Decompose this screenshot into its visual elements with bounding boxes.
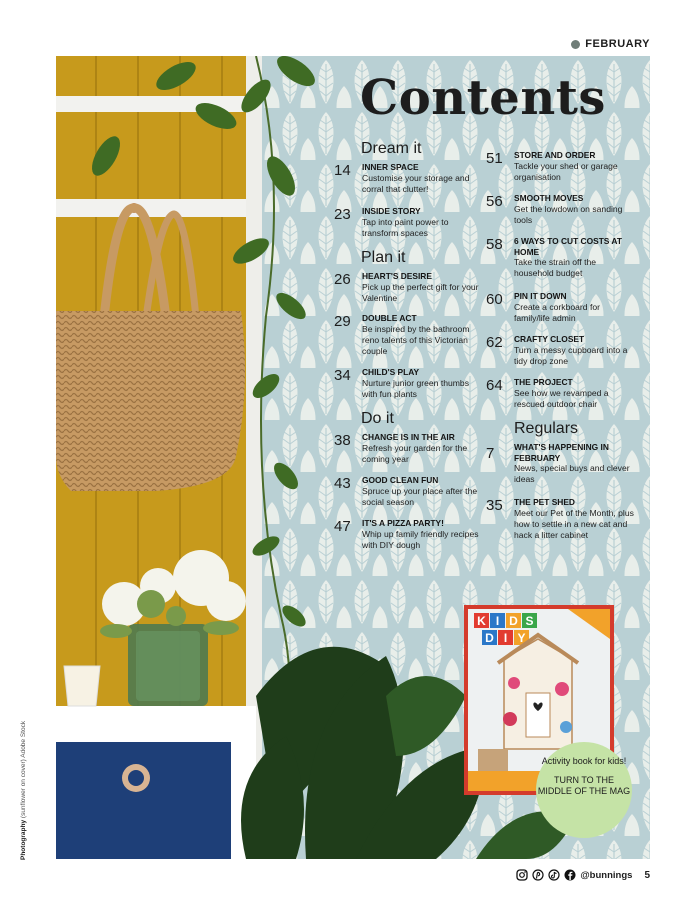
entry-title: THE PROJECT (514, 377, 573, 387)
entry-description: Spruce up your place after the social season (362, 485, 478, 507)
entry-title: INSIDE STORY (362, 206, 421, 216)
kids-letter: K (477, 614, 486, 628)
entry-page-number: 58 (486, 236, 503, 253)
entry-title: SMOOTH MOVES (514, 193, 584, 203)
contents-entry[interactable] (486, 497, 636, 541)
page-number: 5 (644, 869, 650, 881)
kids-letter: D (509, 614, 518, 628)
entry-title: GOOD CLEAN FUN (362, 475, 439, 485)
kids-letter: I (503, 631, 508, 645)
entry-description: Refresh your garden for the coming year (362, 442, 468, 464)
contents-entry[interactable] (486, 193, 636, 226)
entry-description: Whip up family friendly recipes with DIY dough (362, 528, 479, 550)
entry-page-number: 43 (334, 475, 351, 492)
entry-page-number: 64 (486, 377, 503, 394)
contents-entry[interactable] (486, 377, 636, 410)
contents-entry[interactable] (334, 475, 484, 508)
entry-page-number: 60 (486, 291, 503, 308)
contents-entry[interactable] (334, 271, 484, 304)
entry-page-number: 47 (334, 518, 351, 535)
photo-credit-text: (sunflower on cover) Adobe Stock (20, 720, 27, 819)
tiktok-icon[interactable] (548, 869, 560, 881)
entry-page-number: 29 (334, 313, 351, 330)
section-heading-plan: Plan it (361, 249, 406, 266)
contents-entry[interactable] (486, 236, 636, 279)
contents-entry[interactable] (486, 442, 636, 485)
contents-entry[interactable] (334, 206, 484, 239)
photo-credit-label: Photography (20, 819, 27, 860)
entry-page-number: 51 (486, 150, 503, 167)
contents-entry[interactable] (334, 518, 484, 551)
contents-entry[interactable] (486, 291, 636, 324)
entry-description: Tackle your shed or garage organisation (514, 160, 618, 182)
photo-credit (20, 721, 27, 860)
instagram-icon[interactable] (516, 869, 528, 881)
contents-entry[interactable] (334, 367, 484, 400)
entry-description: Turn a messy cupboard into a tidy drop zone (514, 344, 628, 366)
entry-page-number: 35 (486, 497, 503, 514)
entry-title: IT'S A PIZZA PARTY! (362, 518, 444, 528)
entry-page-number: 38 (334, 432, 351, 449)
entry-description: Be inspired by the bathroom reno talents of this Victorian couple (362, 323, 470, 356)
entry-page-number: 23 (334, 206, 351, 223)
kids-activity-promo[interactable] (536, 742, 632, 838)
entry-title: THE PET SHED (514, 497, 575, 507)
pinterest-icon[interactable] (532, 869, 544, 881)
entry-page-number: 34 (334, 367, 351, 384)
section-heading-do: Do it (361, 410, 394, 427)
section-heading-dream: Dream it (361, 140, 422, 157)
entry-title: INNER SPACE (362, 162, 419, 172)
month-dot (571, 40, 580, 49)
social-handle[interactable]: @bunnings (580, 869, 633, 881)
entry-page-number: 62 (486, 334, 503, 351)
entry-title: CRAFTY CLOSET (514, 334, 585, 344)
entry-description: Get the lowdown on sanding tools (514, 203, 623, 225)
entry-title: CHANGE IS IN THE AIR (362, 432, 455, 442)
contents-entry[interactable] (334, 162, 484, 195)
facebook-icon[interactable] (564, 869, 576, 881)
entry-description: Pick up the perfect gift for your Valentine (362, 281, 479, 303)
kids-letter: Y (517, 631, 526, 645)
entry-description: Take the strain off the household budget (514, 257, 597, 278)
social-footer (516, 869, 650, 881)
entry-description: Meet our Pet of the Month, plus how to settle in a new cat and hack a litter cabinet (514, 507, 634, 540)
contents-entry[interactable] (486, 150, 636, 183)
kids-letter: D (485, 631, 494, 645)
month-label (571, 38, 650, 50)
page-title: Contents (360, 70, 606, 126)
entry-page-number: 14 (334, 162, 351, 179)
entry-description: Customise your storage and corral that clutter! (362, 172, 470, 194)
contents-entry[interactable] (486, 334, 636, 367)
section-heading-regulars: Regulars (514, 420, 579, 437)
entry-title: DOUBLE ACT (362, 313, 417, 323)
month-text: FEBRUARY (585, 38, 650, 50)
entry-page-number: 7 (486, 445, 495, 462)
entry-page-number: 56 (486, 193, 503, 210)
entry-title: STORE AND ORDER (514, 150, 596, 160)
entry-description: News, special buys and clever ideas (514, 463, 630, 484)
contents-entry[interactable] (334, 313, 484, 357)
promo-text-activity: Activity book for kids! (541, 756, 627, 766)
entry-description: Tap into paint power to transform spaces (362, 216, 449, 238)
entry-title: PIN IT DOWN (514, 291, 567, 301)
entry-title: CHILD'S PLAY (362, 367, 420, 377)
entry-page-number: 26 (334, 271, 351, 288)
kids-letter: S (525, 614, 534, 628)
entry-title: WHAT'S HAPPENING IN FEBRUARY (514, 442, 609, 463)
entry-title: HEART'S DESIRE (362, 271, 432, 281)
entry-description: Nurture junior green thumbs with fun plants (362, 377, 469, 399)
kids-letter: I (495, 614, 500, 628)
promo-text-turn: TURN TO THE MIDDLE OF THE MAG (537, 774, 631, 796)
entry-description: See how we revamped a rescued outdoor chair (514, 387, 609, 409)
entry-title: 6 WAYS TO CUT COSTS AT HOME (514, 236, 622, 257)
contents-entry[interactable] (334, 432, 484, 465)
entry-description: Create a corkboard for family/life admin (514, 301, 600, 323)
